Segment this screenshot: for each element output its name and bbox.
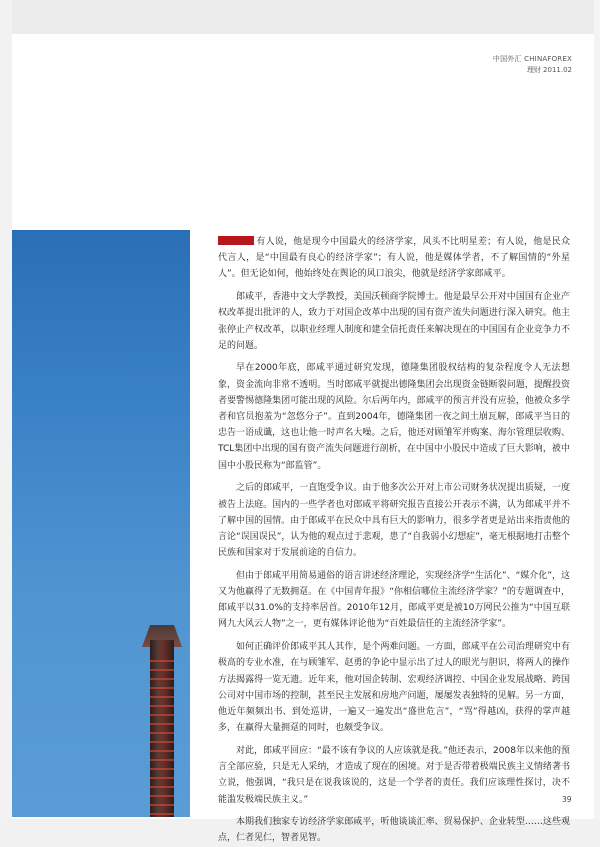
page-number: 39 [562, 795, 572, 804]
running-header [493, 54, 572, 76]
article-paragraph: 但由于郎咸平用简易通俗的语言讲述经济理论，实现经济学“生活化”、“媒介化”，这又为他赢得了无数拥趸。在《中国青年报》“你相信哪位主流经济学家？”的专题调查中，郎咸平以31.0%的支持率居首。2010年12月，郎咸平更是被10万网民公推为“中国互联网九大风云人物”之一，更有媒体评论他为“百姓最信任的主流经济学家”。 [218, 570, 570, 630]
article-paragraph: 如何正确评价郎咸平其人其作，是个两难问题。一方面，郎咸平在公司治理研究中有极高的专业水准，在与顾雏军、赵勇的争论中显示出了过人的眼光与胆识，将两人的操作方法揭露得一览无遗。近年来，他对国企转制、宏观经济调控、中国企业发展战略、跨国公司对中国市场的控制，甚至民主发展和房地产问题，屡屡发表独特的见解。另一方面，他近年频频出书、到处巡讲，一遍又一遍发出“盛世危言”，“骂”得越凶，获得的掌声越多，在赢得大量拥趸的同时，也颇受争议。 [218, 642, 570, 734]
article-body [218, 234, 570, 847]
page-left-margin [0, 0, 12, 847]
sky-tower-photo [12, 230, 190, 817]
header-brand: 中国外汇 CHINAFOREX [492, 55, 572, 63]
page-right-margin [594, 0, 600, 847]
tower-light-lines [150, 660, 174, 817]
article-paragraph: 本期我们独家专访经济学家郎咸平，听他谈谈汇率、贸易保护、企业转型……这些观点，仁者见仁，智者见智。 [218, 817, 570, 844]
paragraph-text: 有人说，他是现今中国最火的经济学家，风头不比明星差；有人说，他是民众代言人，是“中国最有良心的经济学家”；有人说，他是媒体学者，不了解国情的“外星人”。但无论如何，他始终处在舆论的风口浪尖，他就是经济学家郎咸平。 [218, 237, 570, 280]
article-paragraph: 对此，郎咸平回应：“最不该有争议的人应该就是我。”他还表示，2008年以来他的预言全部应验，只是无人采纳，才造成了现在的困境。对于是否带着极端民族主义情绪著书立说，他强调，“我只是在说我该说的，这是一个学者的责任。我们应该理性探讨，决不能滥发极端民族主义。” [218, 745, 570, 805]
article-paragraph: 早在2000年底，郎咸平通过研究发现，德隆集团股权结构的复杂程度令人无法想象，资金流向非常不透明。当时郎咸平就提出德隆集团会出现资金链断裂问题，提醒投资者要警惕德隆集团可能出现的风险。尔后两年内，郎咸平的预言并没有应验，他被众多学者和官员抱羞为“忽悠分子”。直到2004年，德隆集团一夜之间土崩瓦解，郎咸平当日的忠告一语成谶，这也让他一时声名大噪。之后，他还对顾雏军并购案、海尔管理层收购、TCL集团中出现的国有资产流失问题进行剖析，在中国中小股民中造成了巨大影响，被中国中小股民称为“郎监管”。 [218, 363, 570, 471]
article-paragraph [218, 234, 570, 283]
article-paragraph: 郎咸平，香港中文大学教授，美国沃顿商学院博士。他是最早公开对中国国有企业产权改革提出批评的人，致力于对国企改革中出现的国有资产流失问题进行深入研究。他主张停止产权改革，以职业经理人制度和建全信托责任来解决现在的中国国有企业竞争力不足的问题。 [218, 292, 570, 351]
page-top-margin [0, 0, 600, 34]
red-marker-bar [218, 236, 254, 245]
header-issue: 理财 2011.02 [526, 66, 572, 74]
article-paragraph: 之后的郎咸平，一直饱受争议。由于他多次公开对上市公司财务状况提出质疑，一度被告上法庭。国内的一些学者也对郎咸平将研究报告直接公开表示不满，认为郎咸平并不了解中国的国情。由于郎咸平在民众中具有巨大的影响力，很多学者更是站出来指责他的言论“误国误民”，认为他的观点过于悲观，患了“自我弱小幻想症”，毫无根据地打击整个民族和国家对于发展前途的自信力。 [218, 483, 570, 559]
